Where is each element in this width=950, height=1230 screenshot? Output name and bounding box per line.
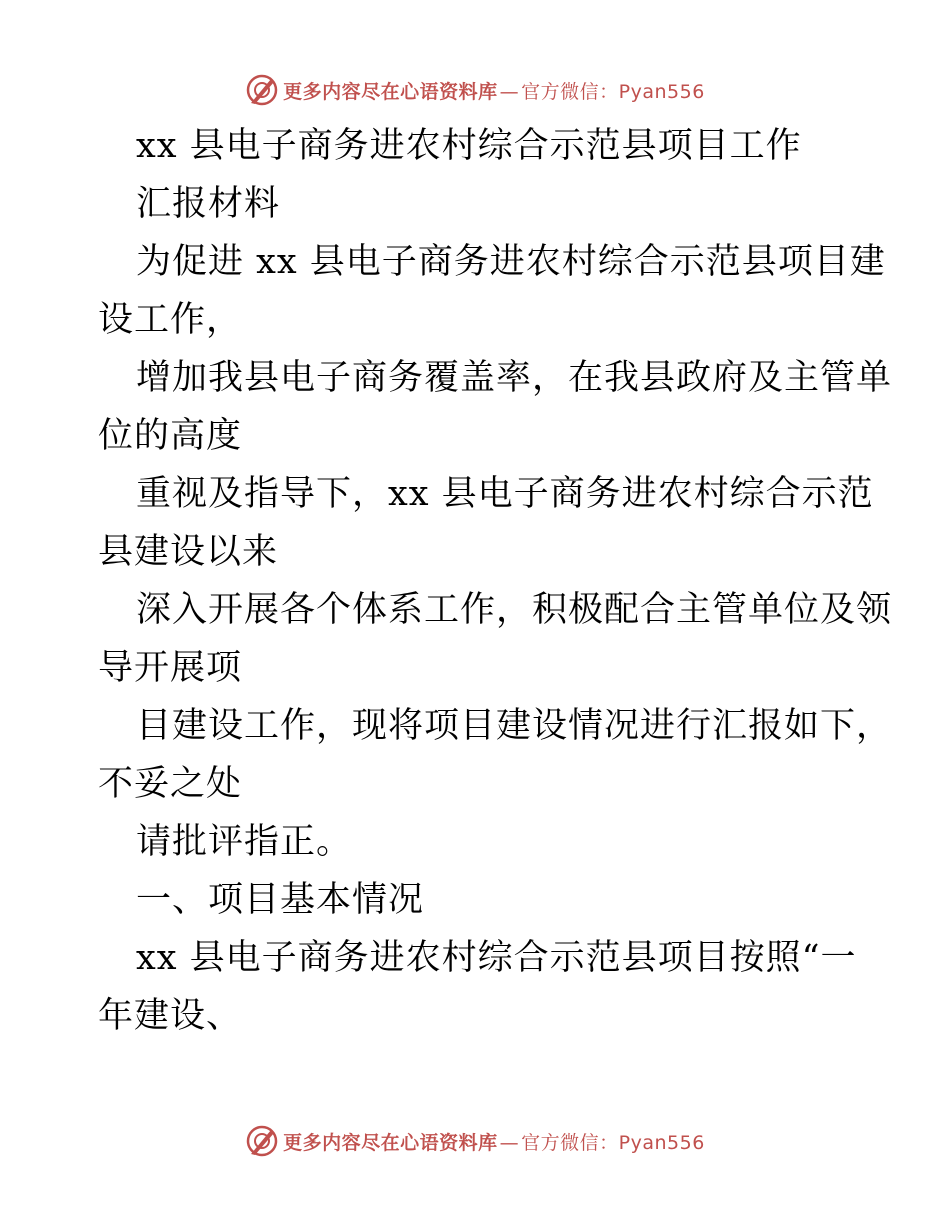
paragraph-line: 为促进 xx 县电子商务进农村综合示范县项目建	[136, 242, 886, 282]
paragraph-line: 目建设工作，现将项目建设情况进行汇报如下，	[136, 706, 893, 746]
paragraph-line: 设工作，	[98, 300, 243, 340]
watermark-brand: 更多内容尽在心语资料库	[283, 1131, 498, 1154]
doc-title-line-1: xx 县电子商务进农村综合示范县项目工作	[136, 126, 802, 166]
watermark-text	[283, 1128, 705, 1155]
watermark-dash: —	[499, 80, 520, 103]
watermark-suffix: 官方微信：Pyan556	[521, 80, 705, 103]
paragraph-line: 位的高度	[98, 416, 243, 456]
watermark-brand: 更多内容尽在心语资料库	[283, 80, 498, 103]
section-heading: 一、项目基本情况	[136, 880, 425, 920]
doc-title-line-2: 汇报材料	[136, 184, 281, 224]
paragraph-line: 深入开展各个体系工作，积极配合主管单位及领	[136, 590, 893, 630]
paragraph-line: xx 县电子商务进农村综合示范县项目按照“一	[136, 938, 857, 978]
watermark-suffix: 官方微信：Pyan556	[521, 1131, 705, 1154]
paragraph-line: 导开展项	[98, 648, 243, 688]
document-body	[98, 117, 893, 1045]
paragraph-line: 重视及指导下，xx 县电子商务进农村综合示范	[136, 474, 874, 514]
header-watermark	[0, 70, 950, 110]
quill-pen-logo-icon	[245, 1124, 279, 1158]
paragraph-line: 请批评指正。	[136, 822, 353, 862]
paragraph-line: 不妥之处	[98, 764, 243, 804]
paragraph-line: 年建设、	[98, 996, 243, 1036]
watermark-dash: —	[499, 1131, 520, 1154]
footer-watermark	[0, 1121, 950, 1161]
paragraph-line: 县建设以来	[98, 532, 279, 572]
watermark-text	[283, 77, 705, 104]
paragraph-line: 增加我县电子商务覆盖率，在我县政府及主管单	[136, 358, 893, 398]
quill-pen-logo-icon	[245, 73, 279, 107]
